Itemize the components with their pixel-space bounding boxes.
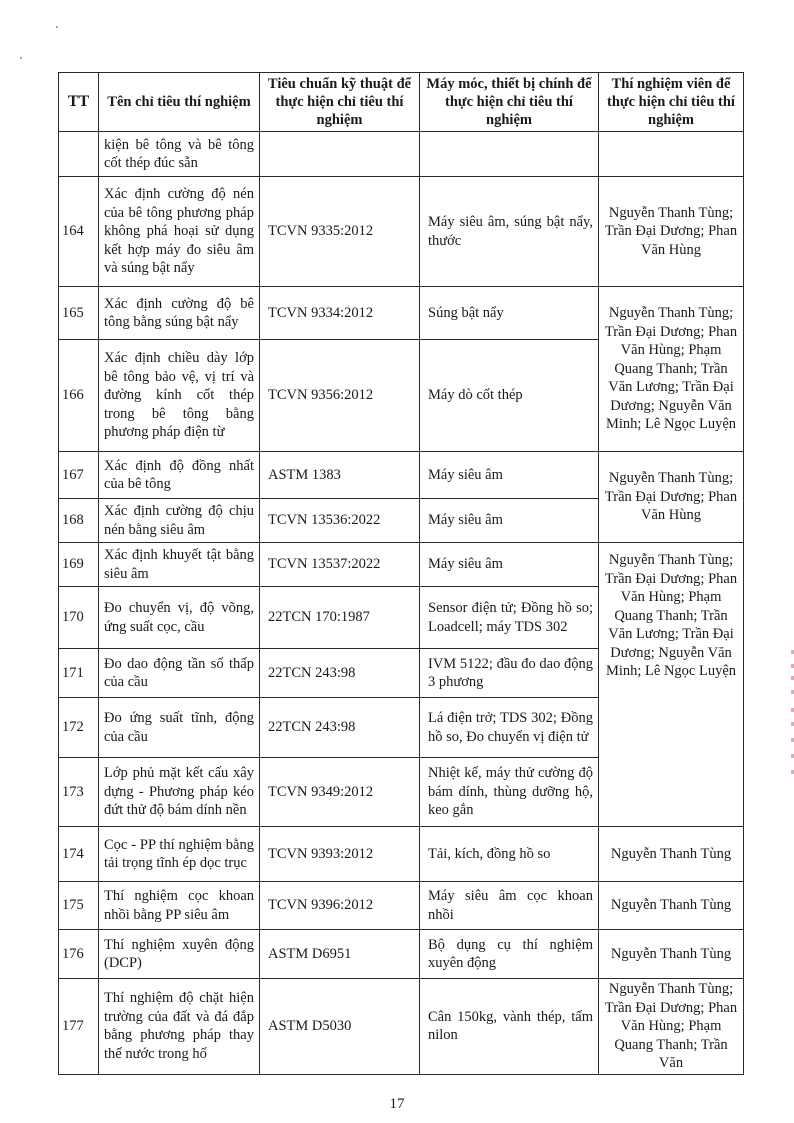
cell-tt: 169 xyxy=(59,543,99,587)
scan-speck xyxy=(56,26,58,28)
cell-tt: 175 xyxy=(59,882,99,930)
cell-equipment: Máy siêu âm cọc khoan nhồi xyxy=(420,882,599,930)
cell-standard: TCVN 9335:2012 xyxy=(260,177,420,287)
cell-equipment: Súng bật nẩy xyxy=(420,287,599,340)
cell-tt: 171 xyxy=(59,649,99,698)
cell-equipment: Máy siêu âm xyxy=(420,499,599,543)
cell-standard: TCVN 9356:2012 xyxy=(260,340,420,452)
cell-name: Đo dao động tần số thấp của cầu xyxy=(99,649,260,698)
cell-equipment: Máy siêu âm xyxy=(420,452,599,499)
cell-name: Lớp phủ mặt kết cấu xây dựng - Phương pháp kéo đứt thử độ bám dính nền xyxy=(99,758,260,827)
cell-staff: Nguyễn Thanh Tùng xyxy=(599,827,744,882)
cell-tt: 164 xyxy=(59,177,99,287)
table-row xyxy=(59,930,744,979)
cell-name: Cọc - PP thí nghiệm bằng tải trọng tĩnh ép dọc trục xyxy=(99,827,260,882)
cell-equipment: Sensor điện tử; Đồng hồ so; Loadcell; máy TDS 302 xyxy=(420,587,599,649)
table-row xyxy=(59,882,744,930)
cell-equipment xyxy=(420,132,599,177)
test-criteria-table xyxy=(58,72,744,1075)
header-name: Tên chỉ tiêu thí nghiệm xyxy=(99,73,260,132)
cell-equipment: Máy siêu âm xyxy=(420,543,599,587)
cell-equipment: Nhiệt kế, máy thử cường độ bám dính, thùng dưỡng hộ, keo gắn xyxy=(420,758,599,827)
cell-tt: 168 xyxy=(59,499,99,543)
cell-standard: TCVN 9393:2012 xyxy=(260,827,420,882)
scan-speck xyxy=(20,57,22,59)
cell-staff: Nguyễn Thanh Tùng; Trần Đại Dương; Phan Văn Hùng xyxy=(599,177,744,287)
cell-standard xyxy=(260,132,420,177)
cell-name: Xác định cường độ bê tông bằng súng bật nẩy xyxy=(99,287,260,340)
header-equipment: Máy móc, thiết bị chính để thực hiện chỉ tiêu thí nghiệm xyxy=(420,73,599,132)
header-staff: Thí nghiệm viên để thực hiện chỉ tiêu thí nghiệm xyxy=(599,73,744,132)
cell-equipment: IVM 5122; đầu đo dao động 3 phương xyxy=(420,649,599,698)
page-number: 17 xyxy=(389,1096,405,1112)
cell-tt: 165 xyxy=(59,287,99,340)
cell-staff: Nguyễn Thanh Tùng; Trần Đại Dương; Phan Văn Hùng xyxy=(599,452,744,543)
cell-name: Đo ứng suất tĩnh, động của cầu xyxy=(99,698,260,758)
cell-standard: 22TCN 243:98 xyxy=(260,649,420,698)
cell-equipment: Tải, kích, đồng hồ so xyxy=(420,827,599,882)
cell-tt: 177 xyxy=(59,979,99,1075)
cell-standard: TCVN 9396:2012 xyxy=(260,882,420,930)
table-row xyxy=(59,452,744,499)
cell-equipment: Máy dò cốt thép xyxy=(420,340,599,452)
cell-tt: 173 xyxy=(59,758,99,827)
cell-name: Xác định chiều dày lớp bê tông bảo vệ, vị trí và đường kính cốt thép trong bê tông bằng phương pháp điện từ xyxy=(99,340,260,452)
cell-standard: ASTM D6951 xyxy=(260,930,420,979)
cell-tt: 172 xyxy=(59,698,99,758)
cell-standard: TCVN 13537:2022 xyxy=(260,543,420,587)
cell-equipment: Bộ dụng cụ thí nghiệm xuyên động xyxy=(420,930,599,979)
table-row xyxy=(59,979,744,1075)
cell-standard: TCVN 13536:2022 xyxy=(260,499,420,543)
table-row xyxy=(59,177,744,287)
cell-staff: Nguyễn Thanh Tùng xyxy=(599,882,744,930)
cell-standard: 22TCN 170:1987 xyxy=(260,587,420,649)
cell-staff: Nguyễn Thanh Tùng; Trần Đại Dương; Phan Văn Hùng; Phạm Quang Thanh; Trần Văn Lương; Trần Đại Dương; Nguyễn Văn Minh; Lê Ngọc Luyện xyxy=(599,543,744,827)
cell-tt: 174 xyxy=(59,827,99,882)
cell-standard: TCVN 9349:2012 xyxy=(260,758,420,827)
cell-standard: 22TCN 243:98 xyxy=(260,698,420,758)
cell-staff: Nguyễn Thanh Tùng xyxy=(599,930,744,979)
cell-equipment: Cân 150kg, vành thép, tấm nilon xyxy=(420,979,599,1075)
table-row xyxy=(59,827,744,882)
cell-name: Thí nghiệm xuyên động (DCP) xyxy=(99,930,260,979)
table-row-continuation xyxy=(59,132,744,177)
cell-tt: 176 xyxy=(59,930,99,979)
cell-name: Xác định độ đồng nhất của bê tông xyxy=(99,452,260,499)
cell-tt: 166 xyxy=(59,340,99,452)
cell-name: kiện bê tông và bê tông cốt thép đúc sẵn xyxy=(99,132,260,177)
cell-tt: 170 xyxy=(59,587,99,649)
table-row xyxy=(59,543,744,587)
cell-tt: 167 xyxy=(59,452,99,499)
cell-name: Thí nghiệm cọc khoan nhồi bằng PP siêu âm xyxy=(99,882,260,930)
cell-equipment: Lá điện trở; TDS 302; Đồng hồ so, Đo chuyển vị điện tử xyxy=(420,698,599,758)
header-tt: TT xyxy=(59,73,99,132)
cell-standard: ASTM 1383 xyxy=(260,452,420,499)
cell-name: Xác định cường độ nén của bê tông phương pháp không phá hoại sử dụng kết hợp máy đo siêu âm và súng bật nẩy xyxy=(99,177,260,287)
table-row xyxy=(59,287,744,340)
cell-name: Thí nghiệm độ chặt hiện trường của đất và đá đắp bằng phương pháp thay thế nước trong hố xyxy=(99,979,260,1075)
cell-staff: Nguyễn Thanh Tùng; Trần Đại Dương; Phan Văn Hùng; Phạm Quang Thanh; Trần Văn Lương; Trần Đại Dương; Nguyễn Văn Minh; Lê Ngọc Luyện xyxy=(599,287,744,452)
cell-tt xyxy=(59,132,99,177)
cell-name: Đo chuyển vị, độ võng, ứng suất cọc, cầu xyxy=(99,587,260,649)
cell-staff: Nguyễn Thanh Tùng; Trần Đại Dương; Phan Văn Hùng; Phạm Quang Thanh; Trần Văn xyxy=(599,979,744,1075)
table-header-row xyxy=(59,73,744,132)
cell-equipment: Máy siêu âm, súng bật nẩy, thước xyxy=(420,177,599,287)
cell-standard: TCVN 9334:2012 xyxy=(260,287,420,340)
cell-name: Xác định cường độ chịu nén bằng siêu âm xyxy=(99,499,260,543)
cell-standard: ASTM D5030 xyxy=(260,979,420,1075)
cell-name: Xác định khuyết tật bằng siêu âm xyxy=(99,543,260,587)
cell-staff xyxy=(599,132,744,177)
header-standard: Tiêu chuẩn kỹ thuật để thực hiện chỉ tiêu thí nghiệm xyxy=(260,73,420,132)
